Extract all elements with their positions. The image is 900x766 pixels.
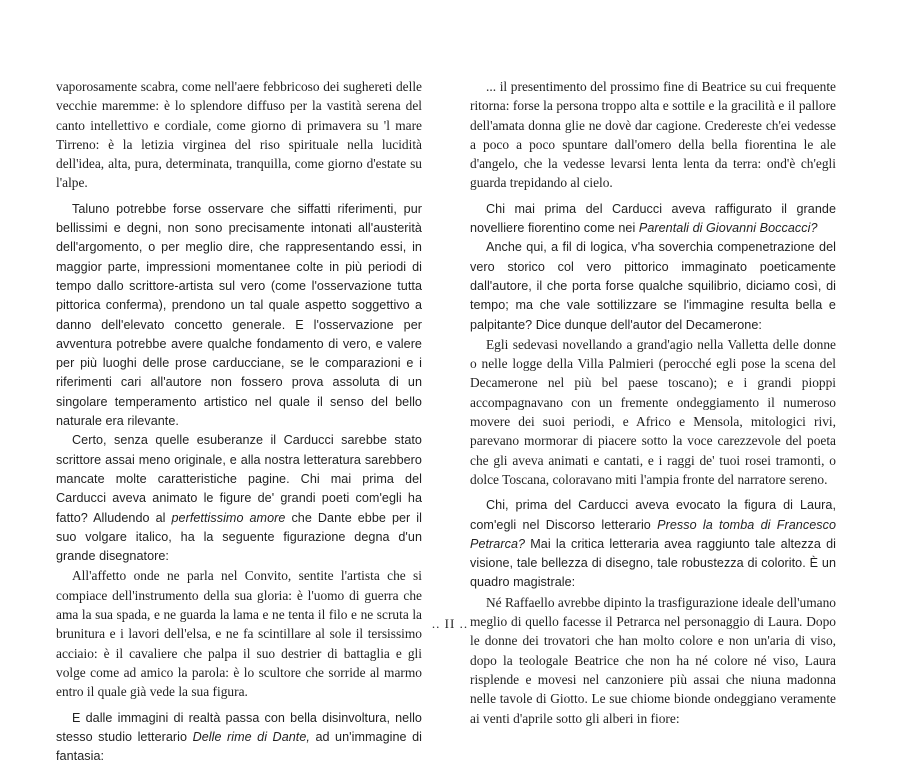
right-paragraph-2-italic: Parentali di Giovanni Boccacci? xyxy=(639,221,818,235)
right-quote-beatrice: ... il presentimento del prossimo fine di Beatrice su cui frequente ritorna: forse la persona troppo alta e sottile e la gracilità e il pallore dell'amata donna glie ne dovè dar cagione. Credereste ch'ei vedesse a poco a poco spuntare dall'omero della bella fiorentina le ale d'angelo, che la vedesse levarsi lenta lenta da terra: ond'è ch'egli guarda trepidando al cielo. xyxy=(470,77,836,193)
left-paragraph-5-text-a: E dalle immagini di realtà passa con bella disinvoltura, nello stesso studio letterario xyxy=(56,711,422,744)
left-column xyxy=(56,77,422,766)
left-paragraph-3-text-b: che Dante ebbe per il suo volgare italico, ha la seguente figurazione degna d'un grande disegnatore: xyxy=(56,511,422,564)
page-number: .. II .. xyxy=(0,616,900,632)
right-paragraph-2 xyxy=(470,200,836,239)
left-paragraph-5-italic: Delle rime di Dante, xyxy=(193,730,310,744)
left-paragraph-3-italic: perfettissimo amore xyxy=(171,511,285,525)
left-paragraph-5-text-b: ad un'immagine di fantasia: xyxy=(56,730,422,763)
right-paragraph-5-italic: Presso la tomba di Francesco Petrarca? xyxy=(470,518,836,551)
right-paragraph-5-text-b: Mai la critica letteraria avea raggiunto tale altezza di visione, tale bellezza di disegno, tale robustezza di colorito. È un quadro magistrale: xyxy=(470,537,836,590)
left-paragraph-5 xyxy=(56,709,422,766)
left-paragraph-3-text-a: Certo, senza quelle esuberanze il Carducci sarebbe stato scrittore assai meno originale, e alla nostra letteratura sarebbero mancate molte caratteristiche pagine. Chi mai prima del Carducci aveva animato le figure de' grandi poeti com'egli ha fatto? Alludendo al xyxy=(56,433,422,524)
right-paragraph-2-text-a: Chi mai prima del Carducci aveva raffigurato il grande novelliere fiorentino come nei xyxy=(470,202,836,235)
right-paragraph-3: Anche qui, a fil di logica, v'ha soverchia compenetrazione del vero storico col vero pittorico immaginato poeticamente dall'autore, il che porta forse qualche squilibrio, diciamo così, di tempo; ma che vale sottilizzare se l'immagine resulta bella e palpitante? Dice dunque dell'autor del Decamerone: xyxy=(470,238,836,334)
right-quote-laura: Né Raffaello avrebbe dipinto la trasfigurazione ideale dell'umano meglio di quello facesse il Petrarca nel personaggio di Laura. Dopo le donne dei trovatori che han molto colore e non un'aria di viso, dopo la teologale Beatrice che non ha né colore né viso, Laura risplende e movesi nel canzoniere più assai che niuna madonna nelle tavole di Giotto. Le sue chiome bionde ondeggiano veramente ai venti d'aprile sotto gli alberi in fiore: xyxy=(470,593,836,728)
right-paragraph-5 xyxy=(470,496,836,592)
left-quote-continuation: vaporosamente scabra, come nell'aere febbricoso dei sughereti delle vecchie maremme: è lo splendore diffuso per la vastità serena del canto intellettivo e cordiale, come giorno di primavera su 'l mare Tirreno: è la letizia virginea del riso spirituale nella lucidità dell'idea, alta, pura, determinata, tranquilla, come giorno d'estate su l'alpe. xyxy=(56,77,422,193)
right-quote-boccaccio: Egli sedevasi novellando a grand'agio nella Valletta delle donne o nelle logge della Villa Palmieri (perocché egli pose la scena del Decamerone nel più bel paese toscano); e i grandi pioppi accompagnavano con un fremente ondeggiamento il numeroso movere dei suoi periodi, e Africo e Mensola, mitologici rivi, parevano mormorar di piacere sotto la voce carezzevole del poeta che gli aveva animati e cantati, e i raggi de' tuoi rosei tramonti, o dolce Toscana, coloravano miti l'ampia fronte del narratore sereno. xyxy=(470,335,836,489)
left-paragraph-3 xyxy=(56,431,422,566)
right-paragraph-5-text-a: Chi, prima del Carducci aveva evocato la figura di Laura, com'egli nel Discorso letterario xyxy=(470,498,836,531)
left-paragraph-2: Taluno potrebbe forse osservare che siffatti riferimenti, pur bellissimi e degni, non sono precisamente intonati all'austerità dell'argomento, o per meglio dire, che rappresentando essi, in maggior parte, impressioni momentanee colte in più periodi di tempo dallo scrittore-artista sul vero (come l'osservazione tutta pittorica conferma), prendono un tal quale aspetto soggettivo a danno dell'elevato concetto generale. E l'osservazione per avventura potrebbe avere qualche fondamento di vero, e valere per più luoghi delle prose carducciane, se le comparazioni e i riferimenti cari all'autore non fossero prova assoluta di un singolare temperamento artistico nel quale il senso del bello naturale era rilevante. xyxy=(56,200,422,432)
left-quote-dante: All'affetto onde ne parla nel Convito, sentite l'artista che si compiace dell'instrumento della sua gloria: è l'uomo di guerra che ama la sua spada, e ne guarda la lama e ne tenta il filo e ne scruta la brunitura e i lavori dell'elsa, e ne fa scintillare al sole il tersissimo acciaio: è il cavaliere che palpa il suo destrier di battaglia e gli volge come ad amico la parola: è lo scultore che sorride al marmo entro il quale già vede la sua figura. xyxy=(56,566,422,701)
